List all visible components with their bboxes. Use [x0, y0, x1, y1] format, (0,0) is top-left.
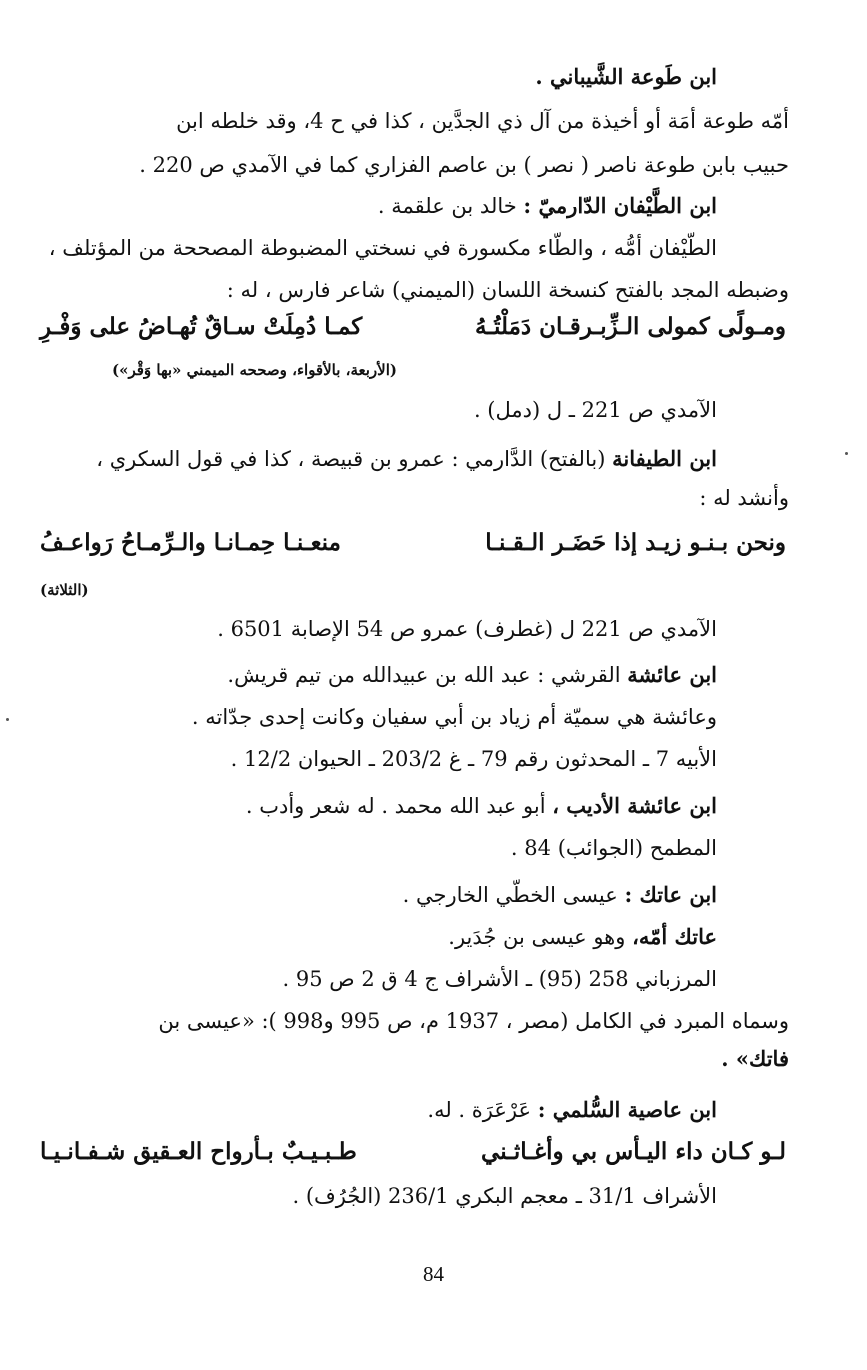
entry-reference: الآمدي ص 221 ـ ل (دمل) .	[473, 398, 717, 422]
entry-text: وأنشد له :	[699, 486, 789, 510]
entry-text: المطمح (الجوائب) 84 .	[510, 836, 717, 860]
entry-line	[246, 791, 717, 821]
verse-second-hemistich: منعـنـا حِمـانـا والـرِّمـاحُ رَواعـفُ	[40, 529, 341, 556]
entry-heading: ابن طَوعة الشَّيباني .	[535, 64, 717, 89]
verse-note: (الثلاثة)	[40, 581, 89, 599]
entry-reference: الآمدي ص 221 ل (غطرف) عمرو ص 54 الإصابة 6501 .	[217, 617, 717, 641]
entry-heading: ابن عائشة الأديب ،	[552, 793, 717, 818]
entry-line	[158, 1006, 789, 1036]
entry-heading: ابن عائشة	[627, 662, 717, 687]
entry-line	[511, 833, 717, 863]
scan-speck	[6, 718, 9, 721]
entry-line	[176, 106, 789, 136]
entry-text: أمّه طوعة أمَة أو أخيذة من آل ذي الجدَّين ، كذا في ح 4، وقد خلطه ابن	[176, 109, 789, 133]
entry-line	[282, 964, 717, 994]
entry-line	[448, 922, 717, 952]
entry-line	[139, 150, 789, 180]
entry-text: وضبطه المجد بالفتح كنسخة اللسان (الميمني) شاعر فارس ، له :	[226, 278, 789, 302]
verse-second-hemistich: طـبـيـبٌ بـأرواح العـقيق شـفـانـيـا	[40, 1138, 357, 1165]
verse-line	[40, 527, 786, 561]
entry-text: خالد بن علقمة .	[377, 194, 517, 218]
verse-first-hemistich: لـو كـان داء اليـأس بي وأغـاثـني	[481, 1138, 786, 1165]
verse-line	[40, 311, 786, 345]
entry-text: حبيب بابن طوعة ناصر ( نصر ) بن عاصم الفزاري كما في الآمدي ص 220 .	[139, 153, 789, 177]
verse-first-hemistich: ونحن بـنـو زيـد إذا حَضَـر الـقـنـا	[485, 529, 786, 556]
entry-heading: ابن الطَّيْفان الدّارميّ :	[523, 193, 717, 218]
entry-line	[378, 191, 717, 221]
verse-note: (الأربعة، بالأقواء، وصححه الميمني «بها وَقْر»)	[112, 361, 397, 379]
entry-text: القرشي : عبد الله بن عبيدالله من تيم قريش.	[227, 663, 621, 687]
entry-text: الأبيه 7 ـ المحدثون رقم 79 ـ غ 203/2 ـ الحيوان 12/2 .	[230, 747, 717, 771]
entry-line	[192, 702, 717, 732]
entry-text: وسماه المبرد في الكامل (مصر ، 1937 م، ص 995 و998 ): «عيسى بن	[158, 1009, 789, 1033]
entry-text: وعائشة هي سميّة أم زياد بن أبي سفيان وكانت إحدى جدّاته .	[191, 705, 717, 729]
entry-line	[721, 1044, 789, 1074]
entry-heading: ابن عاتك :	[624, 882, 717, 907]
page-number: 84	[423, 1262, 444, 1286]
entry-heading: ابن الطيفانة	[612, 446, 717, 471]
entry-text: وهو عيسى بن جُدَير.	[448, 925, 626, 949]
verse-second-hemistich: كمـا دُمِلَتْ سـاقٌ تُهـاضُ على وَفْـرِ	[40, 313, 363, 340]
entry-line	[49, 233, 717, 263]
entry-line	[403, 880, 717, 910]
entry-heading: عاتك أمّه،	[632, 924, 717, 949]
verse-first-hemistich: ومـولًى كمولى الـزِّبـرقـان دَمَلْتُـهُ	[474, 313, 786, 340]
entry-line	[227, 660, 717, 690]
entry-heading: ابن عاصية السُّلمي :	[537, 1097, 717, 1122]
entry-text: الطّيْفان أمُّه ، والطّاء مكسورة في نسختي المضبوطة المصححة من المؤتلف ،	[48, 236, 717, 260]
entry-reference: الأشراف 31/1 ـ معجم البكري 236/1 (الجُرُف) .	[292, 1184, 717, 1208]
entry-line	[227, 275, 789, 305]
entry-text: عَرْعَرَة . له.	[427, 1098, 532, 1122]
entry-heading: فاتك» .	[721, 1046, 789, 1071]
scan-speck	[845, 452, 848, 455]
entry-text: عيسى الخطّي الخارجي .	[402, 883, 618, 907]
entry-line	[96, 444, 717, 474]
entry-line	[535, 62, 717, 92]
entry-text: أبو عبد الله محمد . له شعر وأدب .	[245, 794, 546, 818]
entry-text: (بالفتح) الدَّارمي : عمرو بن قبيصة ، كذا في قول السكري ،	[96, 447, 606, 471]
entry-line	[699, 483, 789, 513]
entry-text: المرزباني 258 (95) ـ الأشراف ج 4 ق 2 ص 95 .	[282, 967, 717, 991]
verse-line	[40, 1136, 786, 1170]
entry-line	[427, 1095, 717, 1125]
entry-line	[231, 744, 717, 774]
